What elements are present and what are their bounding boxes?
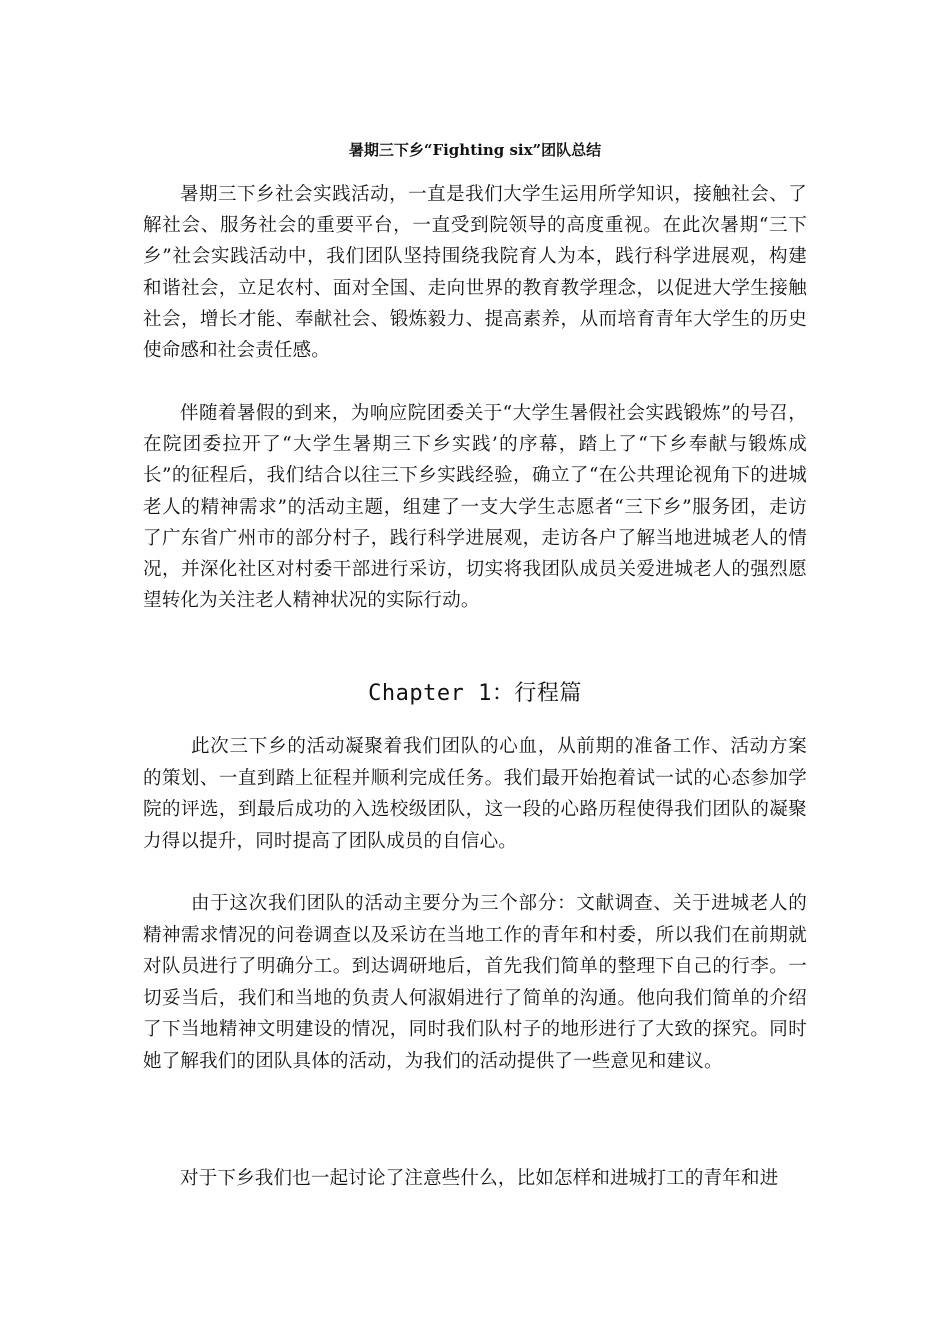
intro-paragraph-2: 伴随着暑假的到来，为响应院团委关于“大学生暑假社会实践锻炼”的号召，在院团委拉开了“大学生暑期三下乡实践’的序幕，踏上了“下乡奉献与锻炼成长”的征程后，我们结合以往三下乡实践经验，确立了“在公共理论视角下的进城老人的精神需求”的活动主题，组建了一支大学生志愿者“三下乡”服务团，走访了广东省广州市的部分村子，践行科学进展观，走访各户了解当地进城老人的情况，并深化社区对村委干部进行采访，切实将我团队成员关爱进城老人的强烈愿望转化为关注老人精神状况的实际行动。 [143,403,807,612]
chapter-paragraph-3: 对于下乡我们也一起讨论了注意些什么，比如怎样和进城打工的青年和进 [180,1168,779,1189]
document-title: 暑期三下乡“Fighting six”团队总结 [348,141,602,159]
intro-paragraph-1: 暑期三下乡社会实践活动，一直是我们大学生运用所学知识，接触社会、了解社会、服务社会的重要平台，一直受到院领导的高度重视。在此次暑期“三下乡”社会实践活动中，我们团队坚持围绕我院育人为本，践行科学进展观，构建和谐社会，立足农村、面对全国、走向世界的教育教学理念，以促进大学生接触社会，增长才能、奉献社会、锻炼毅力、提高素养，从而培育青年大学生的历史使命感和社会责任感。 [143,184,807,362]
chapter-heading: Chapter 1：行程篇 [368,681,582,706]
chapter-paragraph-1: 此次三下乡的活动凝聚着我们团队的心血，从前期的准备工作、活动方案的策划、一直到踏上征程并顺利完成任务。我们最开始抱着试一试的心态参加学院的评选，到最后成功的入选校级团队，这一段的心路历程使得我们团队的凝聚力得以提升，同时提高了团队成员的自信心。 [143,736,807,852]
chapter-paragraph-2: 由于这次我们团队的活动主要分为三个部分：文献调查、关于进城老人的精神需求情况的问卷调查以及采访在当地工作的青年和村委，所以我们在前期就对队员进行了明确分工。到达调研地后，首先我们简单的整理下自己的行李。一切妥当后，我们和当地的负责人何淑娟进行了简单的沟通。他向我们简单的介绍了下当地精神文明建设的情况，同时我们队村子的地形进行了大致的探究。同时她了解我们的团队具体的活动，为我们的活动提供了一些意见和建议。 [143,893,807,1072]
